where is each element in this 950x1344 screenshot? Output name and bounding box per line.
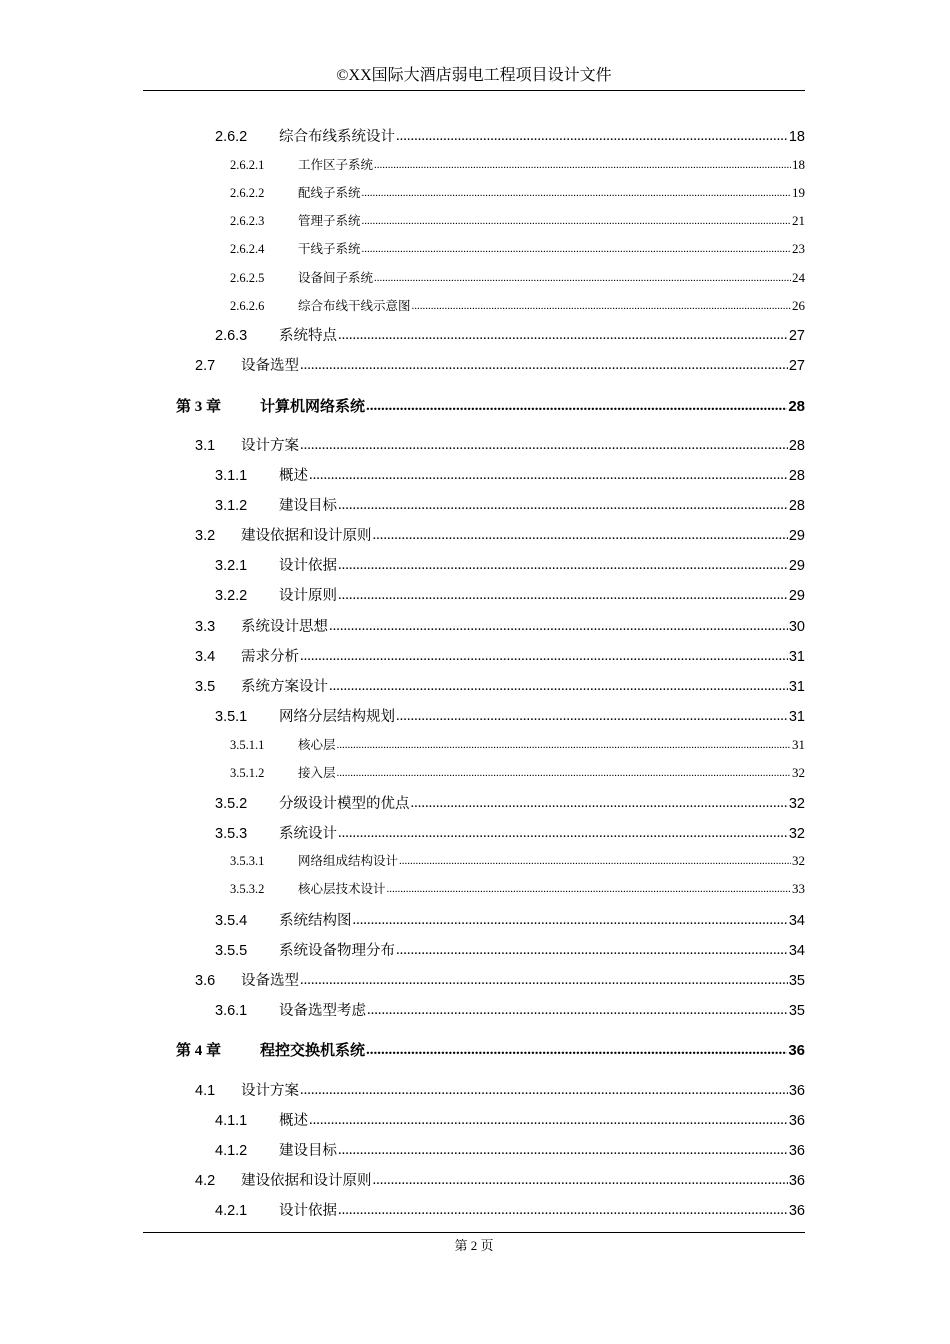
toc-dot-leader <box>366 1042 787 1059</box>
page-header: ©XX国际大酒店弱电工程项目设计文件 <box>143 62 805 91</box>
toc-entry-title: 概述 <box>279 468 308 484</box>
toc-entry-number: 3.5.1.1 <box>230 738 265 752</box>
toc-entry[interactable] <box>230 879 805 897</box>
toc-entry-page: 36 <box>788 1042 805 1059</box>
toc-entry-number: 3.2 <box>195 528 216 544</box>
toc-entry[interactable] <box>215 792 805 813</box>
toc-entry[interactable] <box>230 735 805 753</box>
toc-entry-page: 18 <box>792 157 805 172</box>
toc-entry-number: 2.7 <box>195 358 216 374</box>
toc-entry-title: 综合布线系统设计 <box>279 129 395 145</box>
toc-entry[interactable] <box>215 494 805 515</box>
toc-dot-leader <box>338 497 788 514</box>
toc-entry[interactable] <box>215 939 805 960</box>
toc-entry-title: 设计方案 <box>241 438 299 454</box>
toc-entry[interactable] <box>195 354 805 375</box>
toc-dot-leader <box>412 300 791 312</box>
toc-entry-title: 建设依据和设计原则 <box>241 1173 372 1189</box>
toc-entry[interactable] <box>215 584 805 605</box>
toc-entry-page: 23 <box>792 241 805 256</box>
toc-entry-title: 系统结构图 <box>279 913 352 929</box>
toc-entry-page: 28 <box>788 398 805 415</box>
toc-entry[interactable] <box>215 125 805 146</box>
toc-dot-leader <box>337 739 791 751</box>
toc-entry-number: 2.6.2.3 <box>230 214 265 228</box>
toc-entry-title: 网络分层结构规划 <box>279 709 395 725</box>
toc-entry[interactable] <box>230 268 805 286</box>
toc-entry[interactable] <box>230 851 805 869</box>
toc-entry[interactable] <box>230 211 805 229</box>
toc-entry[interactable] <box>195 434 805 455</box>
toc-entry-title: 计算机网络系统 <box>260 399 366 415</box>
toc-entry-page: 31 <box>788 649 805 665</box>
toc-entry-title: 管理子系统 <box>298 214 361 228</box>
toc-entry-number: 2.6.2.5 <box>230 271 265 285</box>
toc-entry-number: 4.1.1 <box>215 1113 248 1129</box>
toc-entry-number: 2.6.2.1 <box>230 158 265 172</box>
toc-entry[interactable] <box>215 1199 805 1220</box>
toc-entry-title: 设备选型 <box>241 973 299 989</box>
toc-entry-number: 3.5.2 <box>215 796 248 812</box>
toc-dot-leader <box>300 1082 788 1099</box>
toc-dot-leader <box>337 767 791 779</box>
toc-entry-number: 3.5.1.2 <box>230 766 265 780</box>
toc-dot-leader <box>300 972 788 989</box>
toc-dot-leader <box>396 128 788 145</box>
toc-entry-page: 28 <box>788 498 805 514</box>
toc-entry-page: 36 <box>788 1143 805 1159</box>
toc-dot-leader <box>338 327 788 344</box>
toc-entry-number: 2.6.2.2 <box>230 186 265 200</box>
footer-divider <box>143 1232 805 1233</box>
toc-entry[interactable] <box>195 675 805 696</box>
toc-entry-title: 设计依据 <box>279 1203 337 1219</box>
toc-dot-leader <box>396 942 788 959</box>
toc-entry-title: 干线子系统 <box>298 242 361 256</box>
toc-entry-page: 19 <box>792 185 805 200</box>
toc-entry-page: 34 <box>788 913 805 929</box>
toc-entry-number: 第 3 章 <box>176 399 222 415</box>
toc-entry-number: 3.1.2 <box>215 498 248 514</box>
toc-entry[interactable] <box>215 705 805 726</box>
toc-entry-page: 30 <box>788 619 805 635</box>
toc-entry-page: 24 <box>792 270 805 285</box>
toc-entry-number: 3.5.1 <box>215 709 248 725</box>
toc-entry-title: 网络组成结构设计 <box>298 854 399 868</box>
toc-dot-leader <box>374 272 791 284</box>
toc-entry-number: 第 4 章 <box>176 1043 222 1059</box>
toc-entry-title: 系统特点 <box>279 328 337 344</box>
toc-entry-number: 4.1.2 <box>215 1143 248 1159</box>
toc-entry-number: 2.6.2.6 <box>230 299 265 313</box>
toc-entry[interactable] <box>230 763 805 781</box>
toc-entry-page: 26 <box>792 298 805 313</box>
toc-entry-page: 32 <box>788 796 805 812</box>
toc-dot-leader <box>396 708 788 725</box>
toc-dot-leader <box>373 527 788 544</box>
toc-entry-number: 3.4 <box>195 649 216 665</box>
toc-entry-page: 27 <box>788 328 805 344</box>
toc-entry-title: 概述 <box>279 1113 308 1129</box>
toc-entry-number: 3.2.2 <box>215 588 248 604</box>
toc-entry-number: 3.5.4 <box>215 913 248 929</box>
toc-entry-page: 34 <box>788 943 805 959</box>
toc-entry-page: 36 <box>788 1083 805 1099</box>
toc-entry[interactable] <box>215 324 805 345</box>
toc-entry-number: 3.3 <box>195 619 216 635</box>
toc-entry-title: 需求分析 <box>241 649 299 665</box>
toc-entry-page: 36 <box>788 1203 805 1219</box>
toc-entry-page: 27 <box>788 358 805 374</box>
toc-entry-page: 31 <box>788 679 805 695</box>
toc-entry-number: 3.5 <box>195 679 216 695</box>
toc-entry[interactable] <box>230 183 805 201</box>
toc-entry-page: 32 <box>788 826 805 842</box>
toc-entry-title: 接入层 <box>298 766 336 780</box>
toc-dot-leader <box>411 795 788 812</box>
toc-entry-title: 建设目标 <box>279 498 337 514</box>
toc-entry-title: 分级设计模型的优点 <box>279 796 410 812</box>
toc-dot-leader <box>362 215 791 227</box>
toc-entry[interactable] <box>176 1039 805 1060</box>
toc-entry[interactable] <box>176 395 805 416</box>
toc-entry-title: 设计原则 <box>279 588 337 604</box>
toc-entry-title: 综合布线干线示意图 <box>298 299 411 313</box>
toc-entry-title: 系统设计 <box>279 826 337 842</box>
toc-dot-leader <box>309 467 788 484</box>
toc-entry[interactable] <box>195 615 805 636</box>
toc-entry-number: 3.5.3.2 <box>230 882 265 896</box>
toc-entry-page: 33 <box>792 881 805 896</box>
toc-entry-page: 32 <box>792 765 805 780</box>
toc-dot-leader <box>338 825 788 842</box>
toc-dot-leader <box>387 883 791 895</box>
toc-entry[interactable] <box>195 969 805 990</box>
toc-entry-page: 29 <box>788 588 805 604</box>
toc-entry[interactable] <box>215 1139 805 1160</box>
toc-dot-leader <box>373 1172 788 1189</box>
toc-entry-title: 核心层技术设计 <box>298 882 386 896</box>
toc-entry-number: 3.5.3 <box>215 826 248 842</box>
toc-entry-title: 系统设计思想 <box>241 619 328 635</box>
toc-dot-leader <box>300 437 788 454</box>
toc-entry-page: 36 <box>788 1173 805 1189</box>
toc-dot-leader <box>309 1112 788 1129</box>
toc-entry-title: 工作区子系统 <box>298 158 374 172</box>
toc-entry[interactable] <box>215 909 805 930</box>
toc-entry-number: 3.6 <box>195 973 216 989</box>
toc-dot-leader <box>362 187 791 199</box>
toc-entry-title: 配线子系统 <box>298 186 361 200</box>
toc-entry-number: 3.1 <box>195 438 216 454</box>
toc-entry-number: 4.2 <box>195 1173 216 1189</box>
toc-entry-title: 建设依据和设计原则 <box>241 528 372 544</box>
toc-entry[interactable] <box>215 999 805 1020</box>
toc-entry[interactable] <box>215 554 805 575</box>
toc-entry-page: 21 <box>792 213 805 228</box>
toc-entry-page: 35 <box>788 1003 805 1019</box>
toc-entry[interactable] <box>230 239 805 257</box>
toc-dot-leader <box>374 159 791 171</box>
toc-entry-number: 4.2.1 <box>215 1203 248 1219</box>
toc-entry-number: 2.6.3 <box>215 328 248 344</box>
toc-entry-number: 3.1.1 <box>215 468 248 484</box>
toc-entry-number: 4.1 <box>195 1083 216 1099</box>
toc-entry-title: 系统设备物理分布 <box>279 943 395 959</box>
toc-entry[interactable] <box>195 645 805 666</box>
toc-dot-leader <box>367 1002 788 1019</box>
toc-entry-page: 28 <box>788 468 805 484</box>
toc-entry-number: 3.6.1 <box>215 1003 248 1019</box>
toc-entry-page: 28 <box>788 438 805 454</box>
page-number: 第 2 页 <box>454 1238 494 1253</box>
toc-entry-title: 程控交换机系统 <box>260 1043 366 1059</box>
toc-entry-page: 29 <box>788 528 805 544</box>
toc-entry-title: 核心层 <box>298 738 336 752</box>
toc-entry-title: 设计方案 <box>241 1083 299 1099</box>
toc-entry[interactable] <box>215 822 805 843</box>
toc-entry-title: 设备选型 <box>241 358 299 374</box>
toc-dot-leader <box>329 618 788 635</box>
toc-entry-title: 设计依据 <box>279 558 337 574</box>
toc-entry-title: 建设目标 <box>279 1143 337 1159</box>
toc-entry-title: 设备选型考虑 <box>279 1003 366 1019</box>
toc-entry[interactable] <box>195 1079 805 1100</box>
toc-entry-page: 29 <box>788 558 805 574</box>
toc-entry-number: 3.2.1 <box>215 558 248 574</box>
toc-dot-leader <box>338 587 788 604</box>
toc-entry-number: 3.5.3.1 <box>230 854 265 868</box>
toc-entry-number: 2.6.2.4 <box>230 242 265 256</box>
toc-dot-leader <box>338 1142 788 1159</box>
toc-dot-leader <box>399 855 791 867</box>
toc-entry[interactable] <box>215 1109 805 1130</box>
toc-dot-leader <box>300 648 788 665</box>
toc-entry-page: 18 <box>788 129 805 145</box>
toc-entry-page: 35 <box>788 973 805 989</box>
toc-dot-leader <box>329 678 788 695</box>
toc-entry[interactable] <box>230 296 805 314</box>
toc-dot-leader <box>338 1202 788 1219</box>
toc-dot-leader <box>353 912 788 929</box>
toc-entry[interactable] <box>215 464 805 485</box>
toc-entry-page: 31 <box>792 737 805 752</box>
toc-entry[interactable] <box>195 1169 805 1190</box>
toc-entry-page: 36 <box>788 1113 805 1129</box>
toc-entry-number: 3.5.5 <box>215 943 248 959</box>
toc-entry[interactable] <box>230 155 805 173</box>
toc-entry-page: 31 <box>788 709 805 725</box>
toc-dot-leader <box>362 243 791 255</box>
toc-dot-leader <box>338 557 788 574</box>
toc-entry-title: 设备间子系统 <box>298 271 374 285</box>
toc-entry-title: 系统方案设计 <box>241 679 328 695</box>
toc-entry[interactable] <box>195 524 805 545</box>
toc-entry-number: 2.6.2 <box>215 129 248 145</box>
toc-entry-page: 32 <box>792 853 805 868</box>
toc-dot-leader <box>300 357 788 374</box>
toc-dot-leader <box>366 398 787 415</box>
